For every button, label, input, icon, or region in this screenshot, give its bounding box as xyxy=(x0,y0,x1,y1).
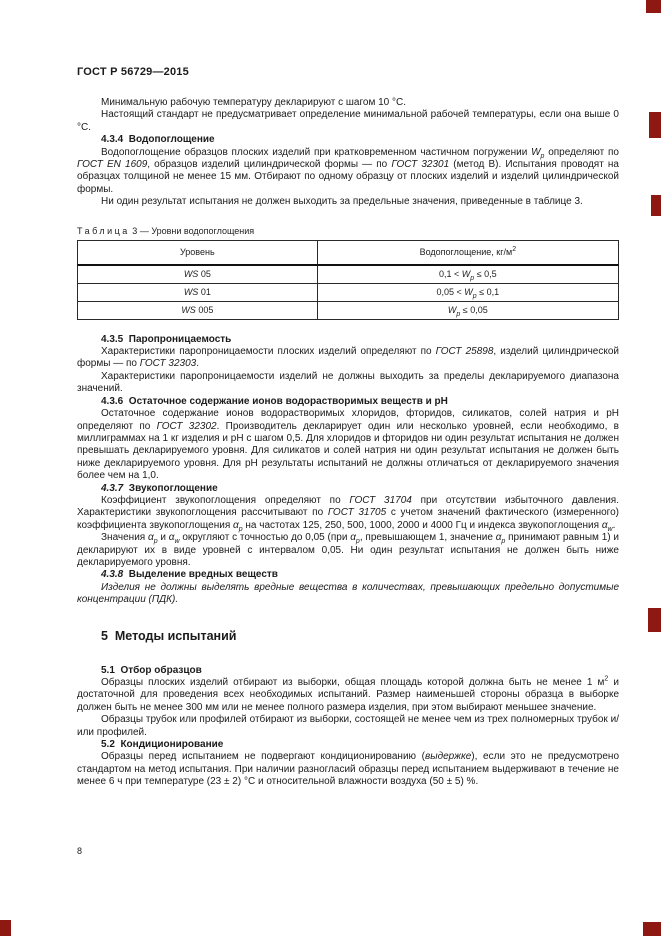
text-run: p xyxy=(540,152,545,160)
content-area xyxy=(77,66,619,789)
text-run: Образцы плоских изделий отбирают из выборки, общая площадь которой должна быть не менее 1 м xyxy=(101,677,605,688)
text-run: Настоящий стандарт не предусматривает определение минимальной рабочей температуры, если она выше 0 °С. xyxy=(77,109,619,133)
text-run: α xyxy=(495,532,502,544)
text-run: на частотах 125, 250, 500, 1000, 2000 и 4000 Гц и индекса звукопоглощения xyxy=(242,519,602,531)
subclause-heading xyxy=(77,134,619,146)
paragraph xyxy=(77,346,619,371)
paragraph xyxy=(77,371,619,396)
text-run: и xyxy=(157,532,169,544)
table-caption-word: Таблица xyxy=(77,225,130,236)
text-run: α xyxy=(168,532,175,544)
paragraph xyxy=(77,196,619,208)
text-run: 4.3.6 Остаточное содержание ионов водорастворимых веществ и pH xyxy=(101,395,448,407)
water-absorption-table xyxy=(77,240,619,320)
text-run: Ни один результат испытания не должен выходить за предельные значения, приведенные в таблице 3. xyxy=(101,196,583,208)
table-caption xyxy=(77,226,619,237)
text-run: WS xyxy=(181,305,196,316)
text-run: Характеристики паропроницаемости плоских изделий определяют по xyxy=(101,346,436,358)
text-run: ГОСТ 32301 xyxy=(391,159,450,171)
text-run: p xyxy=(501,538,506,546)
text-run: выдержке xyxy=(425,751,472,763)
text-run: 5.1 Отбор образцов xyxy=(101,664,202,676)
table-cell xyxy=(317,265,618,284)
table-row xyxy=(78,283,619,301)
scan-artifact-mark xyxy=(0,920,11,936)
text-run: Изделия не должны выделять вредные вещества в количествах, превышающих предельно допустимые концентрации (ПДК). xyxy=(77,581,619,606)
table-cell xyxy=(78,283,318,301)
subclause-heading xyxy=(77,739,619,751)
table-cell xyxy=(78,265,318,284)
subclause-heading xyxy=(77,665,619,677)
text-run: p xyxy=(238,525,243,533)
text-run: 4.3.8 xyxy=(101,569,124,581)
text-run: . xyxy=(612,519,616,531)
text-run: p xyxy=(153,538,158,546)
subclause-heading xyxy=(77,483,619,495)
paragraph xyxy=(77,109,619,134)
text-run: 0,05 < xyxy=(436,287,465,298)
text-run: 4.3.5 Паропроницаемость xyxy=(101,333,232,345)
text-run: α xyxy=(148,532,154,544)
text-run: , образцов изделий цилиндрической формы — по xyxy=(147,159,392,171)
text-run: ГОСТ 32302 xyxy=(156,420,217,432)
subclause-heading xyxy=(77,569,619,581)
paragraph xyxy=(77,714,619,739)
text-run: принимают равным 1) и декларируют их в виде уровней с интервалом 0,05. Ни один результат испытания не должен быть ниже декларируемого уровня. xyxy=(77,532,619,568)
text-run: W xyxy=(461,269,471,280)
paragraph xyxy=(77,97,619,109)
text-run: ≤ 0,5 xyxy=(474,269,497,280)
text-run: ГОСТ 31704 xyxy=(349,494,412,506)
text-run: 2 xyxy=(604,675,609,683)
text-run: W xyxy=(447,305,457,316)
text-run: p xyxy=(456,310,461,318)
text-run: W xyxy=(531,146,541,158)
page-number: 8 xyxy=(77,846,83,856)
table-row xyxy=(78,301,619,319)
section-heading xyxy=(77,629,619,643)
text-run: p xyxy=(355,538,360,546)
text-run: Образцы перед испытанием не подвергают кондиционированию ( xyxy=(101,751,426,763)
text-run: Звукопоглощение xyxy=(123,482,218,494)
table-header-row xyxy=(78,240,619,265)
text-run: WS xyxy=(183,287,199,298)
scan-artifact-mark xyxy=(646,0,661,13)
text-run: Остаточное содержание ионов водорастворимых хлоридов, фторидов, силикатов, солей натрия и pH определяют по xyxy=(77,408,619,432)
text-run: Значения xyxy=(101,532,148,544)
standard-number: ГОСТ Р 56729—2015 xyxy=(77,66,189,78)
text-run: . xyxy=(196,358,199,370)
text-run: Характеристики паропроницаемости изделий не должны выходить за пределы декларируемого диапазона значений. xyxy=(77,370,619,395)
text-run: округляют с точностью до 0,05 (при xyxy=(179,532,351,544)
text-run: с учетом значений фактического (измеренного) коэффициента звукопоглощения xyxy=(77,507,619,531)
text-run: ГОСТ 31705 xyxy=(327,507,387,519)
text-run: 2 xyxy=(512,246,517,254)
scan-artifact-mark xyxy=(648,608,661,632)
text-run: 005 xyxy=(195,305,214,316)
table-row xyxy=(78,265,619,284)
paragraph xyxy=(77,532,619,569)
table-head xyxy=(78,240,619,265)
text-run: 0,1 < xyxy=(439,269,462,280)
text-run: определяют по xyxy=(544,146,619,158)
paragraph xyxy=(77,147,619,197)
text-blocks-top xyxy=(77,97,619,209)
text-run: . Производитель декларирует один или несколько уровней, если необходимо, в миллиграммах на 1 кг изделия и pH с шагом 0,5. Для хлоридов и фторидов ни один результат испытания не должен превышать декларируемого уровня. Для силикатов и солей натрия ни один результат испытания не должен быть ниже декларируемого уровня. Для pH результаты испытаний не должны отличаться от декларируемого значения более чем на 1,0. xyxy=(77,420,619,482)
text-run: α xyxy=(601,519,608,531)
table-header-cell xyxy=(78,240,318,265)
text-run: w xyxy=(174,538,180,546)
text-blocks-bottom xyxy=(77,334,619,789)
text-run: Водопоглощение, кг/м xyxy=(419,247,513,258)
text-run: ≤ 0,05 xyxy=(460,305,488,316)
text-run: и достаточной для проведения всех необходимых испытаний. Размер наименьшей стороны образца в выборке должен быть не менее 300 мм или не менее полного размера изделия, при этом выбирают меньшее значение. xyxy=(77,677,619,713)
scan-artifact-mark xyxy=(651,195,661,216)
text-run: p xyxy=(470,274,475,282)
text-run: 05 xyxy=(198,269,211,280)
table-cell xyxy=(317,301,618,319)
text-run: α xyxy=(350,532,356,544)
subclause-heading xyxy=(77,396,619,408)
text-run: Минимальную рабочую температуру декларируют с шагом 10 °С. xyxy=(101,97,406,108)
table-caption-number: 3 xyxy=(129,225,138,236)
text-run: ГОСТ 32303 xyxy=(139,358,197,370)
text-run: ГОСТ EN 1609 xyxy=(77,159,148,171)
text-run: , превышающем 1, значение xyxy=(359,532,496,544)
text-run: Уровень xyxy=(179,247,215,258)
text-run: ГОСТ 25898 xyxy=(435,346,494,358)
scan-artifact-mark xyxy=(643,922,661,936)
text-run: w xyxy=(607,525,613,533)
text-run: , изделий цилиндрической формы — по xyxy=(77,346,619,370)
paragraph xyxy=(77,495,619,532)
table-cell xyxy=(78,301,318,319)
text-run: ≤ 0,1 xyxy=(476,287,500,298)
text-run: 5.2 Кондиционирование xyxy=(101,739,224,751)
scan-artifact-mark xyxy=(649,112,661,138)
text-run: p xyxy=(472,292,477,300)
text-run: ), если это не предусмотрено стандартом на метод испытания. При наличии разногласий образцы перед испытанием выдерживают в течение не менее 6 ч при температуре (23 ± 2) °С и относительной влажности воздуха (50 ± 5) %. xyxy=(77,751,620,788)
subclause-heading xyxy=(77,334,619,346)
text-run: Водопоглощение образцов плоских изделий при кратковременном частичном погружении xyxy=(101,146,532,158)
text-run: WS xyxy=(183,269,199,280)
text-run: при отсутствии избыточного давления. Характеристики звукопоглощения рассчитывают по xyxy=(77,494,619,519)
table-caption-title: — Уровни водопоглощения xyxy=(137,225,255,236)
paragraph xyxy=(77,408,619,482)
paragraph xyxy=(77,677,619,714)
text-run: Образцы трубок или профилей отбирают из выборки, состоящей не менее чем из трех полномерных трубок и/или профилей. xyxy=(77,714,619,738)
text-run: α xyxy=(233,519,239,531)
text-run: (метод В). Испытания проводят на образцах толщиной не менее 15 мм. Отбирают по одному образцу от плоских изделий и изделий цилиндрической формы. xyxy=(77,159,619,195)
paragraph-italic xyxy=(77,582,619,607)
text-run: 5 Методы испытаний xyxy=(101,628,237,643)
paragraph xyxy=(77,751,619,788)
text-run: Коэффициент звукопоглощения определяют по xyxy=(101,494,350,506)
table-body xyxy=(78,265,619,320)
text-run: Выделение вредных веществ xyxy=(123,569,278,581)
text-run: 01 xyxy=(198,287,211,298)
table-cell xyxy=(317,283,618,301)
table-header-cell xyxy=(317,240,618,265)
text-run: 4.3.7 xyxy=(101,482,124,494)
text-run: W xyxy=(464,287,473,298)
text-run: 4.3.4 Водопоглощение xyxy=(101,134,215,146)
